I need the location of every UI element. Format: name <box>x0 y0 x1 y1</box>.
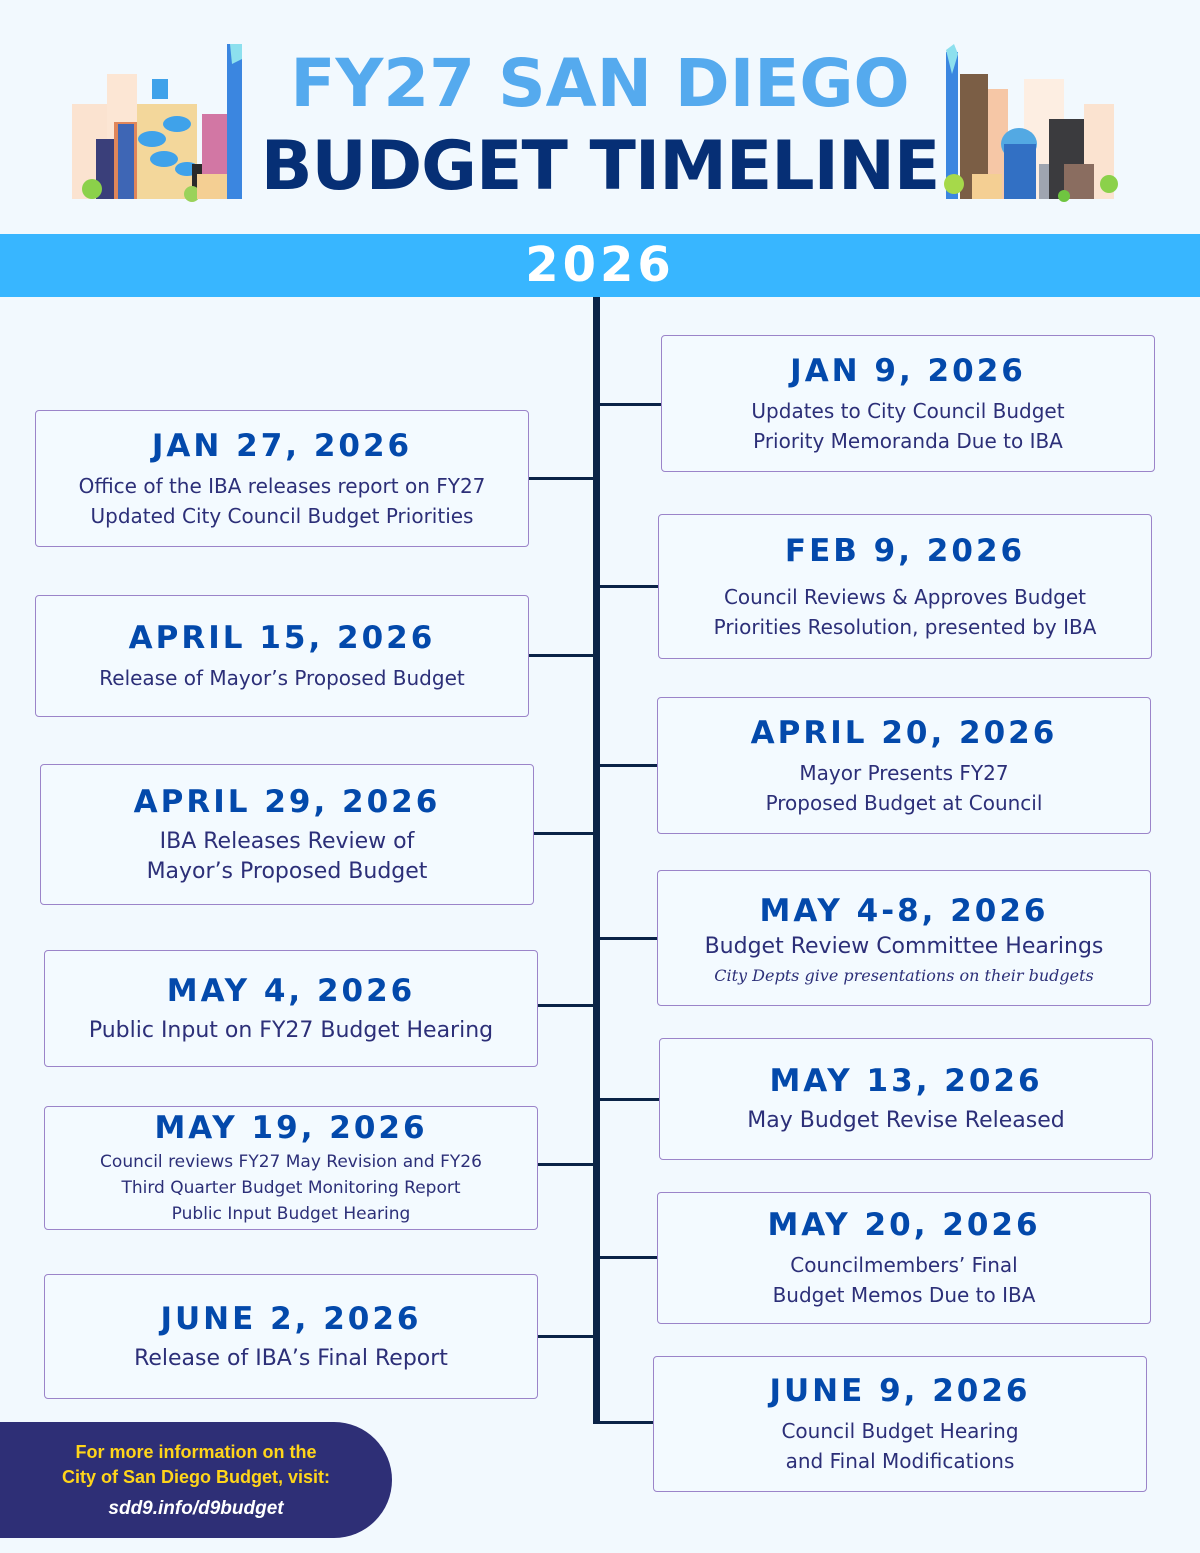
title-budget-timeline: BUDGET TIMELINE <box>260 127 940 206</box>
event-description: May Budget Revise Released <box>747 1108 1065 1133</box>
event-description: Council reviews FY27 May Revision and FY26 Third Quarter Budget Monitoring Report Public Input Budget Hearing <box>100 1152 482 1224</box>
event-note: City Depts give presentations on their budgets <box>714 965 1094 985</box>
year-label: 2026 <box>525 237 675 293</box>
connector-left-5 <box>537 1163 594 1166</box>
connector-left-6 <box>537 1335 594 1338</box>
event-date: APRIL 29, 2026 <box>133 783 441 820</box>
event-card-may-4-8 <box>657 870 1151 1006</box>
timeline-spine <box>593 297 600 1424</box>
event-description: Council Budget Hearing and Final Modifications <box>781 1419 1019 1473</box>
event-description: Council Reviews & Approves Budget Priorities Resolution, presented by IBA <box>713 584 1097 639</box>
event-card-june-2 <box>44 1274 538 1399</box>
event-card-april-15 <box>35 595 529 717</box>
event-card-may-13 <box>659 1038 1153 1160</box>
connector-right-6 <box>599 1256 658 1259</box>
connector-right-3 <box>599 764 658 767</box>
budget-info-link[interactable]: sdd9.info/d9budget <box>108 1498 284 1519</box>
connector-right-1 <box>599 403 662 406</box>
event-card-june-9 <box>653 1356 1147 1492</box>
event-date: MAY 20, 2026 <box>767 1207 1041 1243</box>
city-skyline-icon <box>944 44 1139 206</box>
event-card-may-19 <box>44 1106 538 1230</box>
event-card-may-4 <box>44 950 538 1067</box>
connector-right-4 <box>599 937 658 940</box>
event-card-may-20 <box>657 1192 1151 1324</box>
event-date: FEB 9, 2026 <box>784 532 1026 569</box>
connector-left-4 <box>537 1004 594 1007</box>
event-description: Updates to City Council Budget Priority Memoranda Due to IBA <box>751 398 1065 453</box>
event-description: Budget Review Committee Hearings <box>704 933 1104 959</box>
event-description: Release of Mayor’s Proposed Budget <box>99 666 465 690</box>
event-description: Office of the IBA releases report on FY27 Updated City Council Budget Priorities <box>78 473 486 528</box>
event-date: APRIL 15, 2026 <box>128 620 436 656</box>
event-card-jan-9 <box>661 335 1155 472</box>
event-date: JAN 9, 2026 <box>790 352 1026 389</box>
event-description: Councilmembers’ Final Budget Memos Due to IBA <box>772 1253 1036 1307</box>
connector-left-1 <box>528 477 594 480</box>
event-description: Release of IBA’s Final Report <box>134 1345 448 1371</box>
event-date: JUNE 2, 2026 <box>160 1300 422 1337</box>
event-description: Public Input on FY27 Budget Hearing <box>88 1017 494 1043</box>
more-info-banner <box>0 1422 392 1538</box>
title-fy27-san-diego: FY27 SAN DIEGO <box>290 45 910 122</box>
connector-right-7 <box>593 1421 655 1424</box>
connector-left-2 <box>528 654 594 657</box>
event-date: MAY 4-8, 2026 <box>759 892 1049 929</box>
event-date: MAY 13, 2026 <box>769 1063 1043 1099</box>
connector-right-5 <box>599 1098 659 1101</box>
event-card-feb-9 <box>658 514 1152 659</box>
more-info-text: For more information on the City of San Diego Budget, visit: <box>61 1442 330 1487</box>
event-description: IBA Releases Review of Mayor’s Proposed Budget <box>146 828 428 884</box>
event-card-april-20 <box>657 697 1151 834</box>
event-description: Mayor Presents FY27 Proposed Budget at Council <box>765 760 1043 815</box>
event-card-jan-27 <box>35 410 529 547</box>
event-date: MAY 19, 2026 <box>154 1110 428 1146</box>
event-date: JAN 27, 2026 <box>151 427 413 464</box>
event-date: APRIL 20, 2026 <box>750 714 1058 751</box>
connector-left-3 <box>533 832 594 835</box>
event-date: MAY 4, 2026 <box>166 972 416 1009</box>
connector-right-2 <box>599 585 659 588</box>
event-date: JUNE 9, 2026 <box>769 1373 1031 1409</box>
event-card-april-29 <box>40 764 534 905</box>
